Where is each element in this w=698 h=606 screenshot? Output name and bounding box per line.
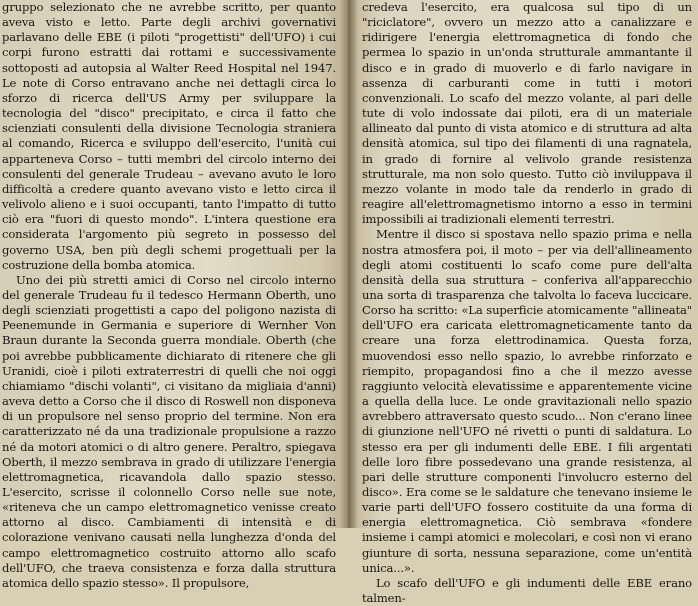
right-paragraph-3: Lo scafo dell'UFO e gli indumenti delle EBE erano talmen- — [362, 575, 692, 606]
left-paragraph-1: gruppo selezionato che ne avrebbe scritto, per quanto aveva visto e letto. Parte degli archivi governativi parlavano delle EBE (i piloti "progettisti" dell'UFO) i cui corpi furono estratti dai rottami e successivamente sottoposti ad autopsia al Walter Reed Hospital nel 1947. Le note di Corso entravano anche nei dettagli circa lo sforzo di ricerca dell'US Army per sviluppare la tecnologia del "disco" precipitato, e circa il fatto che scienziati consulenti della divisione Tecnologia straniera al comando, Ricerca e sviluppo dell'esercito, l'unità cui apparteneva Corso – tutti membri del circolo interno dei consulenti del generale Trudeau – avevano avuto le loro difficoltà a credere quanto avevano visto e letto circa il velivolo alieno e i suoi occupanti, tanto l'impatto di tutto ciò era "fuori di questo mondo". L'intera questione era considerata l'argomento più segreto in possesso del governo USA, ben più degli schemi progettuali per la costruzione della bomba atomica. — [2, 0, 336, 272]
left-page — [0, 0, 348, 590]
left-paragraph-2: Uno dei più stretti amici di Corso nel circolo interno del generale Trudeau fu il tedesco Hermann Oberth, uno degli scienziati progettisti a capo del poligono nazista di Peenemunde in Germania e superiore di Wernher Von Braun durante la Seconda guerra mondiale. Oberth (che poi avrebbe pubblicamente dichiarato di ritenere che gli Uranidi, cioè i piloti extraterrestri di quelli che noi oggi chiamiamo "dischi volanti", ci visitano da migliaia d'anni) aveva detto a Corso che il disco di Roswell non disponeva di un propulsore nel senso proprio del termine. Non era caratterizzato né da una tradizionale propulsione a razzo né da motori atomici o di altro genere. Peraltro, spiegava Oberth, il mezzo sembrava in grado di utilizzare l'energia elettromagnetica, ricavandola dallo spazio stesso. L'esercito, scrisse il colonnello Corso nelle sue note, «riteneva che un campo elettromagnetico venisse creato attorno al disco. Cambiamenti di intensità e di colorazione venivano causati nella lunghezza d'onda del campo elettromagnetico costruito attorno allo scafo dell'UFO, che traeva consistenza e forza dalla struttura atomica dello spazio stesso». Il propulsore, — [2, 272, 336, 590]
right-paragraph-1: credeva l'esercito, era qualcosa sul tipo di un "riciclatore", ovvero un mezzo atto a canalizzare e ridirigere l'energia elettromagnetica di fondo che permea lo spazio in un'onda strutturale ammantante il disco e in grado di muoverlo e di farlo navigare in assenza di carburanti come in tutti i motori convenzionali. Lo scafo del mezzo volante, al pari delle tute di volo indossate dai piloti, era di un materiale allineato dal punto di vista atomico e di struttura ad alta densità atomica, sul tipo dei filamenti di una ragnatela, in grado di fornire al velivolo grande resistenza strutturale, ma non solo questo. Tutto ciò inviluppava il mezzo volante in modo tale da renderlo in grado di reagire all'elettromagnetismo intorno a esso in termini impossibili ai tradizionali elementi terrestri. — [362, 0, 692, 227]
right-page-text — [362, 0, 692, 606]
right-page — [348, 0, 698, 606]
left-page-text — [2, 0, 336, 591]
right-paragraph-2: Mentre il disco si spostava nello spazio prima e nella nostra atmosfera poi, il moto – per via dell'allineamento degli atomi costituenti lo scafo come pure dell'alta densità della sua struttura – conferiva all'apparecchio una sorta di trasparenza che talvolta lo faceva luccicare. Corso ha scritto: «La superficie atomicamente "allineata" dell'UFO era caricata elettromagneticamente tanto da creare una forza elettrodinamica. Questa forza, muovendosi esso nello spazio, lo avrebbe rinforzato e riempito, propagandosi fino a che il mezzo avesse raggiunto velocità elevatissime e apparentemente vicine a quella della luce. Le onde gravitazionali nello spazio avrebbero attraversato questo scudo... Non c'erano linee di giunzione nell'UFO né rivetti o punti di saldatura. Lo stesso era per gli indumenti delle EBE. I fili argentati delle loro fibre possedevano una grande resistenza, al pari delle strutture componenti l'involucro esterno del disco». Era come se le saldature che tenevano insieme le varie parti dell'UFO fossero costituite da una forma di energia elettromagnetica. Ciò sembrava «fondere insieme i campi atomici e molecolari, e così non vi erano giunture di sorta, nessuna separazione, come un'entità unica...». — [362, 227, 692, 575]
